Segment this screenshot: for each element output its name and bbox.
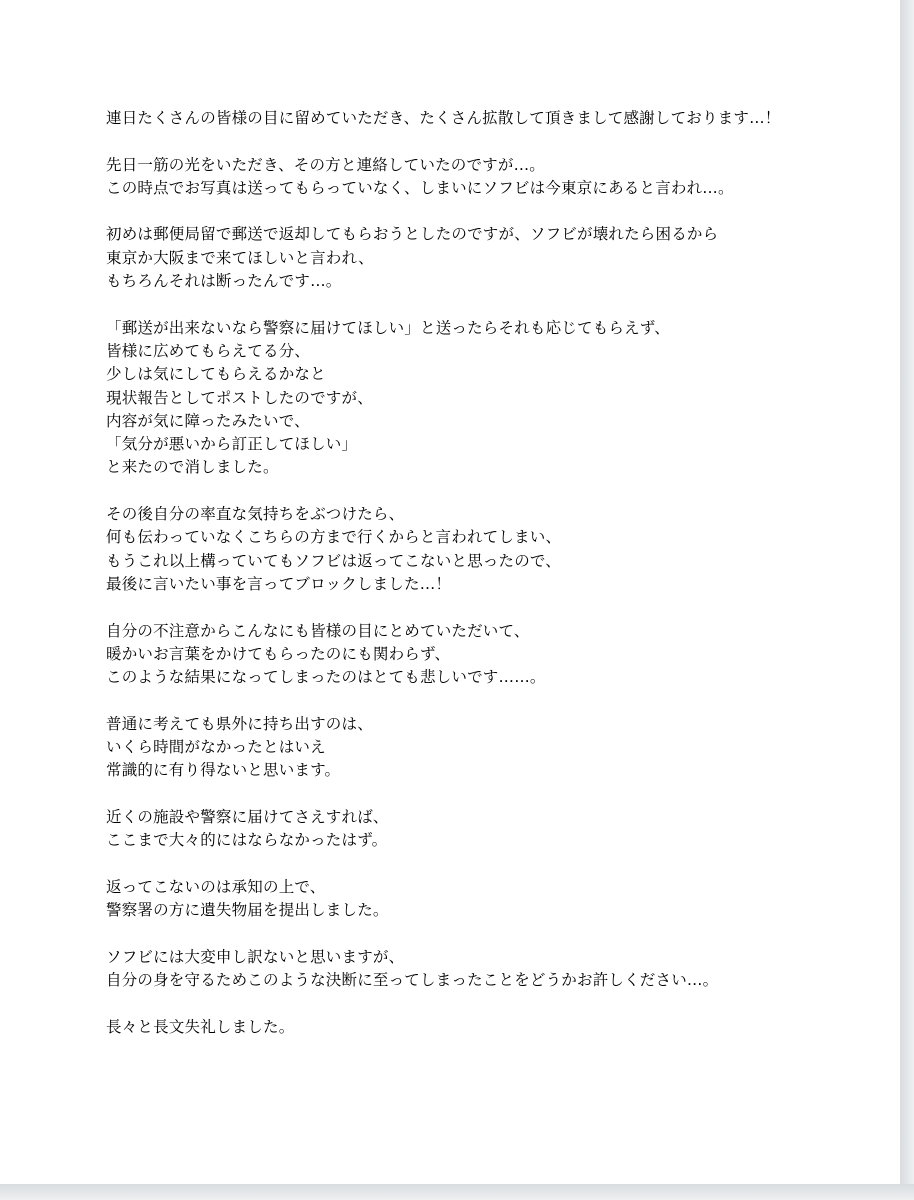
page-shadow-bottom — [0, 1184, 914, 1200]
text-line: 最後に言いたい事を言ってブロックしました…！ — [106, 574, 452, 593]
paragraph-1 — [106, 107, 866, 130]
text-line: もちろんそれは断ったんです…。 — [106, 272, 342, 291]
text-line: ソフビには大変申し訳ないと思いますが、 — [106, 947, 405, 966]
text-line: 長々と長文失礼しました。 — [106, 1017, 295, 1036]
text-line: この時点でお写真は送ってもらっていなく、しまいにソフビは今東京にあると言われ…。 — [106, 178, 734, 197]
paragraph-10 — [106, 946, 866, 993]
text-line: 「気分が悪いから訂正してほしい」 — [106, 435, 358, 454]
text-line: 現状報告としてポストしたのですが、 — [106, 388, 373, 407]
text-line: 常識的に有り得ないと思います。 — [106, 761, 341, 780]
text-line: 返ってこないのは承知の上で、 — [106, 877, 326, 896]
paragraph-3 — [106, 223, 866, 293]
text-line: 東京か大阪まで来てほしいと言われ、 — [106, 248, 374, 267]
paragraph-9 — [106, 876, 866, 923]
paragraph-5 — [106, 503, 866, 596]
text-line: 連日たくさんの皆様の目に留めていただき、たくさん拡散して頂きまして感謝しております…！ — [106, 109, 781, 127]
text-line: 普通に考えても県外に持ち出すのは、 — [106, 714, 373, 733]
text-line: いくら時間がなかったとはいえ — [106, 738, 326, 757]
text-line: 自分の不注意からこんなにも皆様の目にとめていただいて、 — [106, 621, 530, 640]
text-line: その後自分の率直な気持ちをぶつけたら、 — [106, 505, 405, 524]
text-line: ここまで大々的にはならなかったはず。 — [106, 831, 388, 850]
text-line: 少しは気にしてもらえるかなと — [106, 365, 326, 384]
text-line: 皆様に広めてもらえてる分、 — [106, 341, 311, 360]
paragraph-8 — [106, 806, 866, 853]
text-line: 自分の身を守るためこのような決断に至ってしまったことをどうかお許しください…。 — [106, 970, 719, 989]
text-line: 「郵送が出来ないなら警察に届けてほしい」と送ったらそれも応じてもらえず、 — [106, 318, 670, 337]
text-line: 暖かいお言葉をかけてもらったのにも関わらず、 — [106, 644, 451, 663]
paragraph-6 — [106, 620, 866, 690]
text-line: 何も伝わっていなくこちらの方まで行くからと言われてしまい、 — [106, 528, 562, 547]
paragraph-11 — [106, 1016, 866, 1039]
text-line: 近くの施設や警察に届けてさえすれば、 — [106, 807, 389, 826]
text-line: 先日一筋の光をいただき、その方と連絡していたのですが…。 — [106, 155, 545, 174]
text-line: このような結果になってしまったのはとても悲しいです……。 — [106, 668, 546, 687]
paragraph-2 — [106, 154, 866, 201]
text-line: と来たので消しました。 — [106, 458, 279, 477]
text-line: 内容が気に障ったみたいで、 — [106, 411, 310, 430]
text-line: 警察署の方に遺失物届を提出しました。 — [106, 901, 389, 920]
paragraph-7 — [106, 713, 866, 783]
text-line: もうこれ以上構っていてもソフビは返ってこないと思ったので、 — [106, 551, 561, 570]
paragraph-4 — [106, 317, 866, 480]
text-line: 初めは郵便局留で郵送で返却してもらおうとしたのですが、ソフビが壊れたら困るから — [106, 225, 719, 244]
document-body — [106, 107, 866, 1062]
page-shadow-right — [900, 0, 914, 1200]
